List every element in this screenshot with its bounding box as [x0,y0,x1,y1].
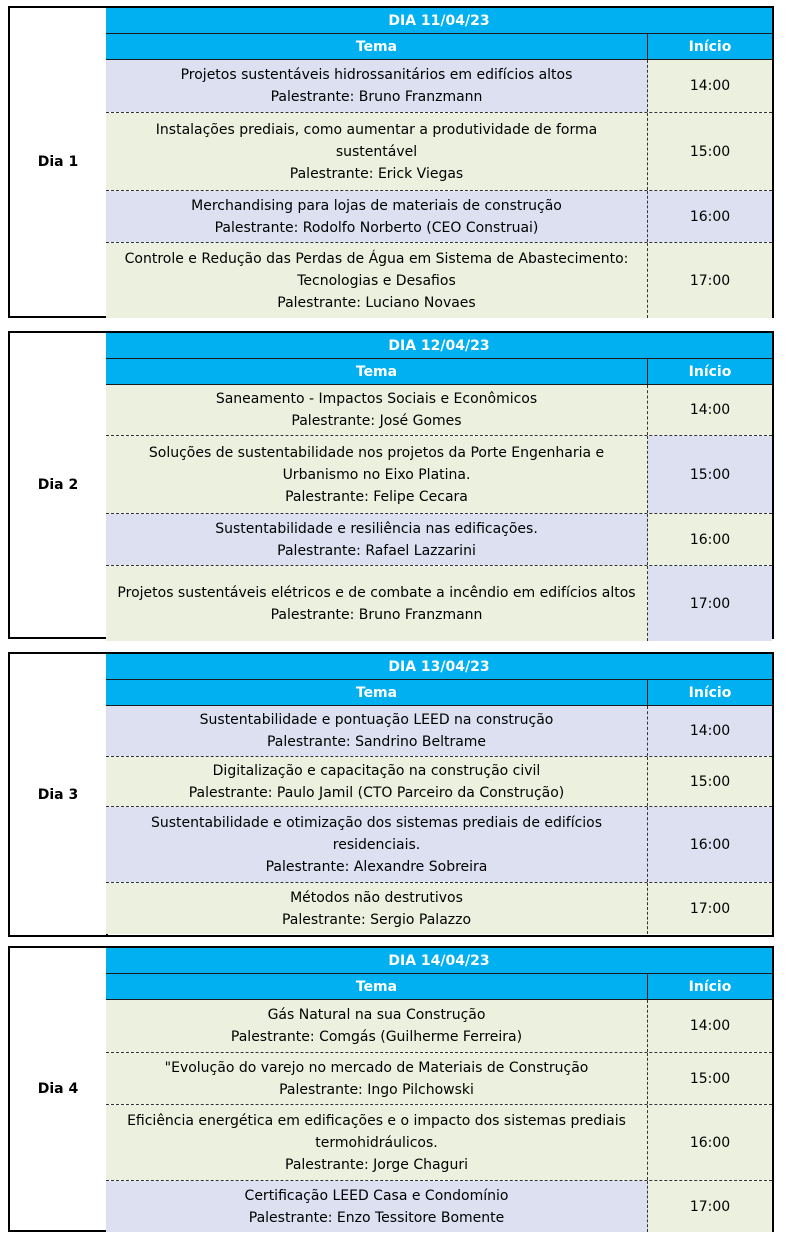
session-title: Sustentabilidade e resiliência nas edificações. [215,520,538,537]
session-title: Gás Natural na sua Construção [267,1007,486,1023]
column-header-inicio: Início [688,978,732,995]
session-row [106,1000,772,1052]
column-header-inicio: Início [688,684,732,701]
session-row [106,565,772,641]
session-speaker: Palestrante: Rodolfo Norberto (CEO Construai) [214,219,539,236]
session-speaker: Palestrante: Rafael Lazzarini [277,542,476,559]
session-time: 14:00 [648,385,772,435]
column-header-tema: Tema [106,974,648,999]
session-topic [106,1053,648,1104]
column-header-inicio: Início [688,363,732,380]
session-title: Projetos sustentáveis elétricos e de combate a incêndio em edifícios altos [117,584,636,601]
column-header-tema: Tema [106,680,648,705]
session-topic [106,436,648,513]
session-topic [106,706,648,756]
day-schedule [106,333,772,637]
session-title: Métodos não destrutivos [290,889,463,906]
session-row [106,1180,772,1232]
session-topic [106,514,648,565]
session-topic [106,60,648,112]
session-row [106,112,772,190]
session-title: Digitalização e capacitação na construção civil [212,762,541,779]
day-block-4 [8,946,774,1232]
day-block-1 [8,6,774,318]
session-row [106,806,772,882]
session-title: Sustentabilidade e otimização dos sistemas prediais de edifícios residenciais. [150,814,603,853]
session-row [106,190,772,242]
session-row [106,513,772,565]
date-header: DIA 14/04/23 [106,948,772,974]
day-schedule [106,948,772,1230]
date-header: DIA 11/04/23 [106,8,772,34]
session-time: 15:00 [648,436,772,513]
session-title: "Evolução do varejo no mercado de Materiais de Construção [164,1059,589,1076]
session-title: Merchandising para lojas de materiais de construção [191,197,562,214]
column-header-row [106,34,772,60]
session-time: 17:00 [648,1181,772,1232]
day-label: Dia 1 [10,8,108,316]
session-speaker: Palestrante: Alexandre Sobreira [265,858,488,875]
column-header-inicio: Início [688,38,732,55]
session-row [106,385,772,435]
column-header-row [106,974,772,1000]
session-speaker: Palestrante: Comgás (Guilherme Ferreira) [230,1029,523,1045]
session-title: Instalações prediais, como aumentar a produtividade de forma sustentável [155,121,598,160]
session-time: 14:00 [648,706,772,756]
session-time: 16:00 [648,1105,772,1180]
session-topic [106,113,648,190]
session-topic [106,807,648,882]
session-topic [106,1000,648,1052]
session-title: Eficiência energética em edificações e o impacto dos sistemas prediais termohidráulicos. [127,1112,626,1151]
session-topic [106,191,648,242]
column-header-tema: Tema [106,34,648,59]
session-time: 14:00 [648,60,772,112]
session-time: 17:00 [648,243,772,318]
session-title: Controle e Redução das Perdas de Água em Sistema de Abastecimento: Tecnologias e Desafios [124,250,629,289]
column-header-row [106,359,772,385]
session-row [106,706,772,756]
day-schedule [106,654,772,935]
column-header-tema: Tema [106,359,648,384]
session-time: 15:00 [648,113,772,190]
session-topic [106,385,648,435]
session-speaker: Palestrante: Felipe Cecara [285,488,468,505]
session-speaker: Palestrante: Erick Viegas [289,165,464,182]
session-speaker: Palestrante: Jorge Chaguri [285,1156,468,1173]
session-row [106,882,772,934]
session-time: 16:00 [648,807,772,882]
session-topic [106,566,648,641]
session-time: 15:00 [648,1053,772,1104]
session-title: Saneamento - Impactos Sociais e Econômicos [215,391,538,407]
session-title: Soluções de sustentabilidade nos projetos da Porte Engenharia e Urbanismo no Eixo Platina. [148,444,605,483]
session-speaker: Palestrante: Bruno Franzmann [270,606,483,623]
session-speaker: Palestrante: Bruno Franzmann [270,89,483,105]
session-row [106,60,772,112]
session-topic [106,1105,648,1180]
day-label: Dia 3 [10,654,108,935]
session-title: Sustentabilidade e pontuação LEED na construção [199,712,554,728]
session-speaker: Palestrante: Sergio Palazzo [281,911,472,928]
session-time: 17:00 [648,566,772,641]
session-row [106,1104,772,1180]
session-speaker: Palestrante: José Gomes [291,413,462,429]
session-speaker: Palestrante: Sandrino Beltrame [266,734,487,750]
session-speaker: Palestrante: Luciano Novaes [277,294,476,311]
session-topic [106,757,648,806]
day-schedule [106,8,772,316]
date-header: DIA 13/04/23 [106,654,772,680]
session-topic [106,883,648,934]
session-topic [106,243,648,318]
day-block-2 [8,331,774,639]
session-time: 15:00 [648,757,772,806]
day-label: Dia 2 [10,333,108,637]
session-row [106,242,772,318]
session-title: Projetos sustentáveis hidrossanitários em edifícios altos [180,67,573,83]
session-speaker: Palestrante: Paulo Jamil (CTO Parceiro da Construção) [188,784,565,801]
day-block-3 [8,652,774,937]
session-topic [106,1181,648,1232]
session-time: 14:00 [648,1000,772,1052]
column-header-row [106,680,772,706]
session-time: 16:00 [648,191,772,242]
session-speaker: Palestrante: Enzo Tessitore Bomente [248,1209,505,1226]
date-header: DIA 12/04/23 [106,333,772,359]
session-row [106,756,772,806]
session-time: 16:00 [648,514,772,565]
session-row [106,435,772,513]
session-speaker: Palestrante: Ingo Pilchowski [279,1081,474,1098]
session-time: 17:00 [648,883,772,934]
session-title: Certificação LEED Casa e Condomínio [244,1187,509,1204]
session-row [106,1052,772,1104]
day-label: Dia 4 [10,948,108,1230]
